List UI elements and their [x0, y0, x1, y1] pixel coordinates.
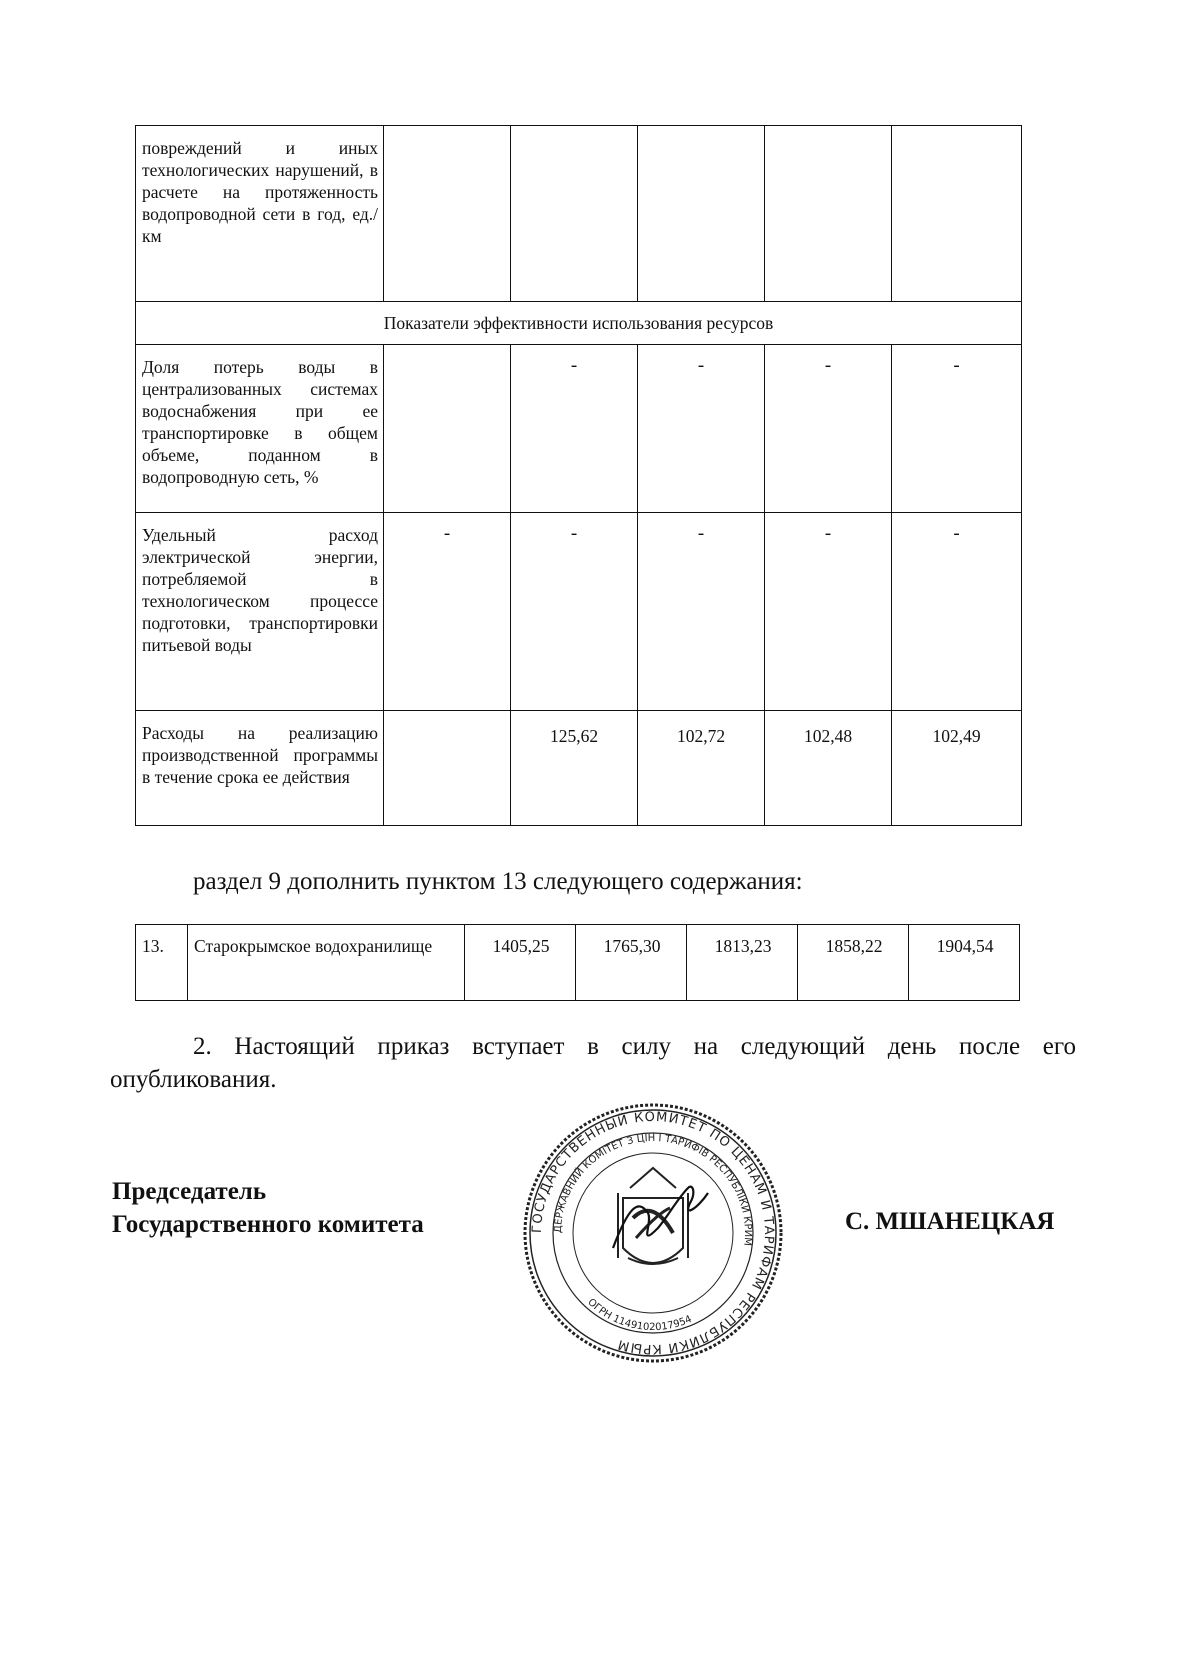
table-cell: 125,62 [511, 711, 638, 826]
signatory-title-line: Председатель [112, 1178, 267, 1205]
row-label-damage-rate: повреждений и иных технологических нарушений, в расчете на протяженность водопроводной сети в год, ед./км [136, 126, 384, 302]
table-cell [511, 126, 638, 302]
table-cell [384, 345, 511, 513]
effective-date-paragraph: 2. Настоящий приказ вступает в силу на следующий день после его опубликования. [110, 1033, 1076, 1093]
table-cell: - [892, 513, 1022, 711]
section-header: Показатели эффективности использования ресурсов [136, 302, 1022, 345]
table-cell: 102,48 [765, 711, 892, 826]
table-cell: - [511, 345, 638, 513]
table-cell: - [765, 513, 892, 711]
table-row [136, 345, 1022, 513]
official-seal [518, 1098, 788, 1368]
table-cell: 102,49 [892, 711, 1022, 826]
row-label-water-loss: Доля потерь воды в централизованных системах водоснабжения при ее транспортировке в общем объеме, поданном в водопроводную сеть, % [136, 345, 384, 513]
table-row [136, 925, 1020, 1001]
table-cell: 1765,30 [576, 925, 687, 1001]
table-cell: - [384, 513, 511, 711]
row-label-energy: Удельный расход электрической энергии, потребляемой в технологическом процессе подготовки, транспортировки питьевой воды [136, 513, 384, 711]
reservoir-name: Старокрымское водохранилище [188, 925, 465, 1001]
indicators-table [135, 125, 1022, 826]
table-cell: 1858,22 [798, 925, 909, 1001]
seal-ogrn-text: ОГРН 1149102017954 [585, 1296, 694, 1334]
table-row [136, 711, 1022, 826]
row-number: 13. [136, 925, 188, 1001]
table-cell: - [638, 345, 765, 513]
table-cell [765, 126, 892, 302]
table-cell: - [638, 513, 765, 711]
seal-outer-text: ГОСУДАРСТВЕННЫЙ КОМИТЕТ ПО ЦЕНАМ И ТАРИФАМ РЕСПУБЛИКИ КРЫМ [529, 1109, 777, 1357]
reservoir-table [135, 924, 1020, 1001]
signatory-title-line: Государственного комитета [112, 1211, 424, 1238]
table-cell: 1405,25 [465, 925, 576, 1001]
table-cell: - [511, 513, 638, 711]
signatory-name: С. МШАНЕЦКАЯ [845, 1208, 1055, 1235]
row-label-expenses: Расходы на реализацию производственной программы в течение срока ее действия [136, 711, 384, 826]
signatory-title [112, 1175, 424, 1241]
table-row [136, 126, 1022, 302]
table-cell: 1904,54 [909, 925, 1020, 1001]
table-cell: 1813,23 [687, 925, 798, 1001]
table-row [136, 513, 1022, 711]
table-cell [638, 126, 765, 302]
table-cell [384, 711, 511, 826]
table-section-row [136, 302, 1022, 345]
seal-inner-text: ДЕРЖАВНИЙ КОМІТЕТ З ЦІН І ТАРИФІВ РЕСПУБЛІКИ КРИМ [552, 1132, 754, 1247]
table-cell [892, 126, 1022, 302]
table-cell: 102,72 [638, 711, 765, 826]
table-cell: - [892, 345, 1022, 513]
section-intro-text: раздел 9 дополнить пунктом 13 следующего содержания: [193, 868, 803, 895]
table-cell [384, 126, 511, 302]
table-cell: - [765, 345, 892, 513]
